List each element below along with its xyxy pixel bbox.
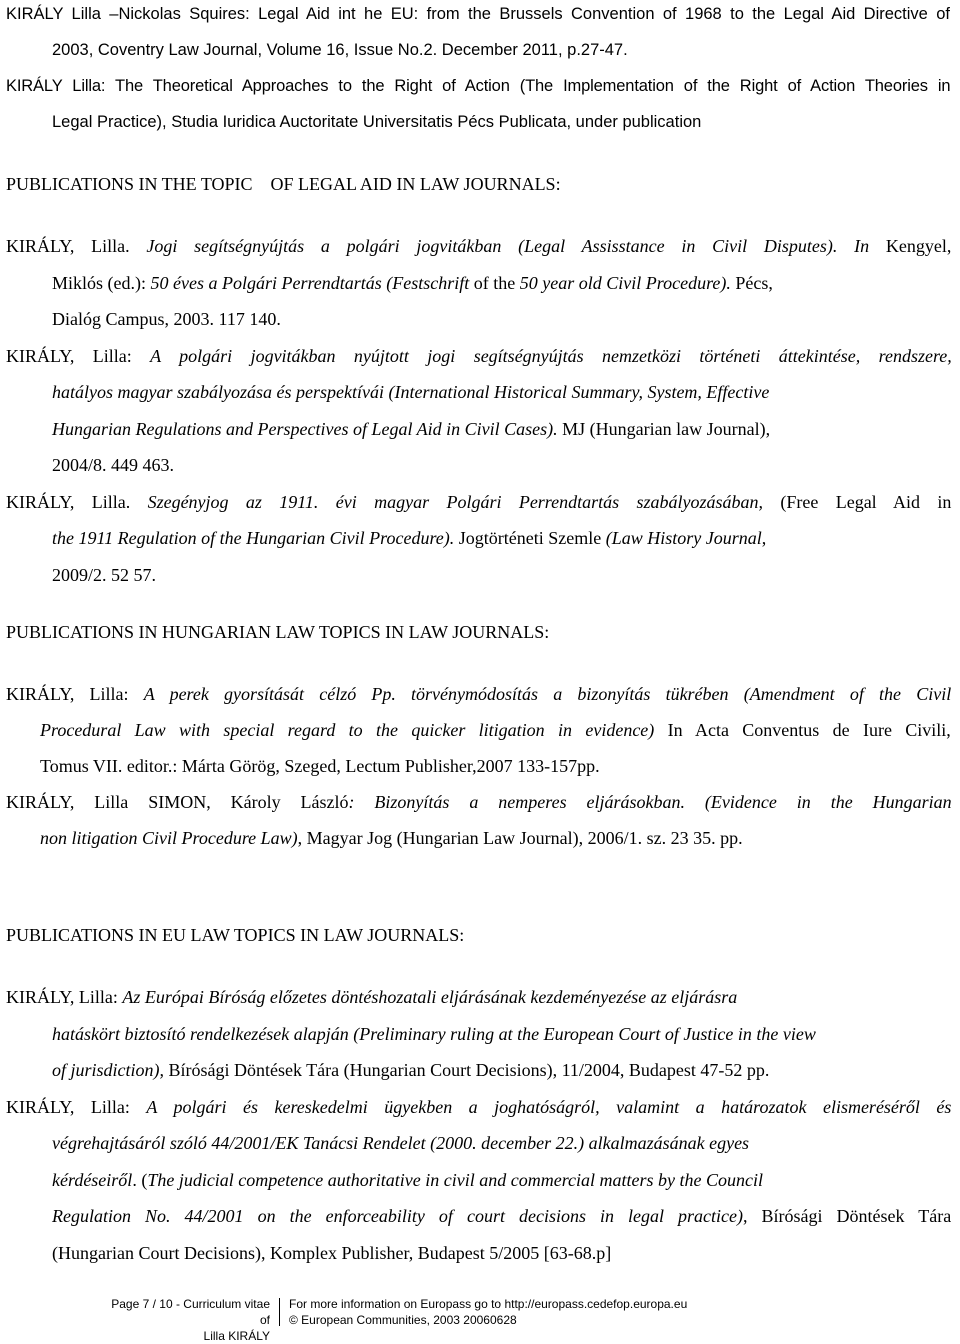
list-item: KIRÁLY, Lilla SIMON, Károly László: Bizonyítás a nemperes eljárásokban. (Evidence in the Hungarian bbox=[6, 792, 952, 812]
footer-europass-info: For more information on Europass go to http://europass.cedefop.europa.eu © European Communities, 2003 20060628 bbox=[289, 1297, 688, 1327]
reference-line: Legal Practice), Studia Iuridica Auctoritate Universitatis Pécs Publicata, under publication bbox=[52, 113, 702, 131]
legal-aid-entries: KIRÁLY, Lilla. Jogi segítségnyújtás a polgári jogvitákban (Legal Assisstance in Civil Disputes). In Kengyel, Miklós (ed.): 50 éves a Polgári Perrendtartás (Festschrift of the 50 year old Civil Procedure). Pécs, Dialóg Campus, 2003. 117 140. KIRÁLY, Lilla: A polgári jogvitákban nyújtott jogi segítségnyújtás nemzetközi történeti áttekintése, rendszere, hatályos magyar szabályozása és perspektívái (International Historical Summary, System, Effective Hungarian Regulations and Perspectives of Legal Aid in Civil Cases). MJ (Hungarian law Journal), 2004/8. 449 463. KIRÁLY, Lilla. Szegényjog az 1911. évi magyar Polgári Perrendtartás szabályozásában, (Free Legal Aid in the 1911 Regulation of the Hungarian Civil Procedure). Jogtörténeti Szemle (Law History Journal, 2009/2. 52 57. bbox=[6, 228, 954, 593]
list-item: KIRÁLY, Lilla. Szegényjog az 1911. évi magyar Polgári Perrendtartás szabályozásában, (Free Legal Aid in bbox=[6, 491, 952, 512]
list-item: KIRÁLY, Lilla: A perek gyorsítását célzó Pp. törvénymódosítás a bizonyítás tükrében (Amendment of the Civil bbox=[6, 684, 952, 704]
list-item: KIRÁLY, Lilla: A polgári jogvitákban nyújtott jogi segítségnyújtás nemzetközi történeti áttekintése, rendszere, bbox=[6, 345, 952, 366]
europass-link[interactable]: For more information on Europass go to http://europass.cedefop.europa.eu bbox=[289, 1297, 688, 1311]
footer-divider bbox=[279, 1298, 280, 1326]
hungarian-law-entries: KIRÁLY, Lilla: A perek gyorsítását célzó Pp. törvénymódosítás a bizonyítás tükrében (Amendment of the Civil Procedural Law with special regard to the quicker litigation in evidence) In Acta Conventus de Iure Civili, Tomus VII. editor.: Márta Görög, Szeged, Lectum Publisher,2007 133-157pp. KIRÁLY, Lilla SIMON, Károly László: Bizonyítás a nemperes eljárásokban. (Evidence in the Hungarian non litigation Civil Procedure Law), Magyar Jog (Hungarian Law Journal), 2006/1. sz. 23 35. pp. bbox=[6, 676, 954, 856]
list-item: KIRÁLY, Lilla: Az Európai Bíróság előzetes döntéshozatali eljárásának kezdeményezése az eljárásra bbox=[6, 987, 738, 1007]
list-item: KIRÁLY, Lilla: A polgári és kereskedelmi ügyekben a joghatóságról, valamint a határozatok elismeréséről és bbox=[6, 1096, 952, 1117]
section-heading-eu-law: PUBLICATIONS IN EU LAW TOPICS IN LAW JOURNALS: bbox=[6, 925, 465, 945]
reference-line: KIRÁLY Lilla –Nickolas Squires: Legal Aid int he EU: from the Brussels Convention of 1968 to the Legal Aid Directive of bbox=[6, 5, 950, 23]
section-heading-legal-aid: PUBLICATIONS IN THE TOPIC OF LEGAL AID IN LAW JOURNALS: bbox=[6, 174, 561, 194]
list-item: KIRÁLY, Lilla. Jogi segítségnyújtás a polgári jogvitákban (Legal Assisstance in Civil Disputes). In Kengyel, bbox=[6, 236, 952, 256]
reference-line: KIRÁLY Lilla: The Theoretical Approaches to the Right of Action (The Implementation of the Right of Action Theories in bbox=[6, 77, 951, 95]
eu-law-entries: KIRÁLY, Lilla: Az Európai Bíróság előzetes döntéshozatali eljárásának kezdeményezése az eljárásra hatáskört biztosító rendelkezések alapján (Preliminary ruling at the European Court of Justice in the view of jurisdiction), Bírósági Döntések Tára (Hungarian Court Decisions), 11/2004, Budapest 47-52 pp. KIRÁLY, Lilla: A polgári és kereskedelmi ügyekben a joghatóságról, valamint a határozatok elismeréséről és végrehajtásáról szóló 44/2001/EK Tanácsi Rendelet (2000. december 22.) alkalmazásának egyes kérdéseiről. (The judicial competence authoritative in civil and commercial matters by the Council Regulation No. 44/2001 on the enforceability of court decisions in legal practice), Bírósági Döntések Tára (Hungarian Court Decisions), Komplex Publisher, Budapest 5/2005 [63-68.p] bbox=[6, 979, 954, 1271]
footer-page-info: Page 7 / 10 - Curriculum vitae of Lilla KIRÁLY bbox=[111, 1297, 270, 1343]
reference-line: 2003, Coventry Law Journal, Volume 16, Issue No.2. December 2011, p.27-47. bbox=[52, 41, 628, 59]
page-footer bbox=[0, 1296, 960, 1343]
reference-list-top bbox=[6, 0, 954, 140]
section-heading-hungarian-law: PUBLICATIONS IN HUNGARIAN LAW TOPICS IN LAW JOURNALS: bbox=[6, 622, 550, 642]
